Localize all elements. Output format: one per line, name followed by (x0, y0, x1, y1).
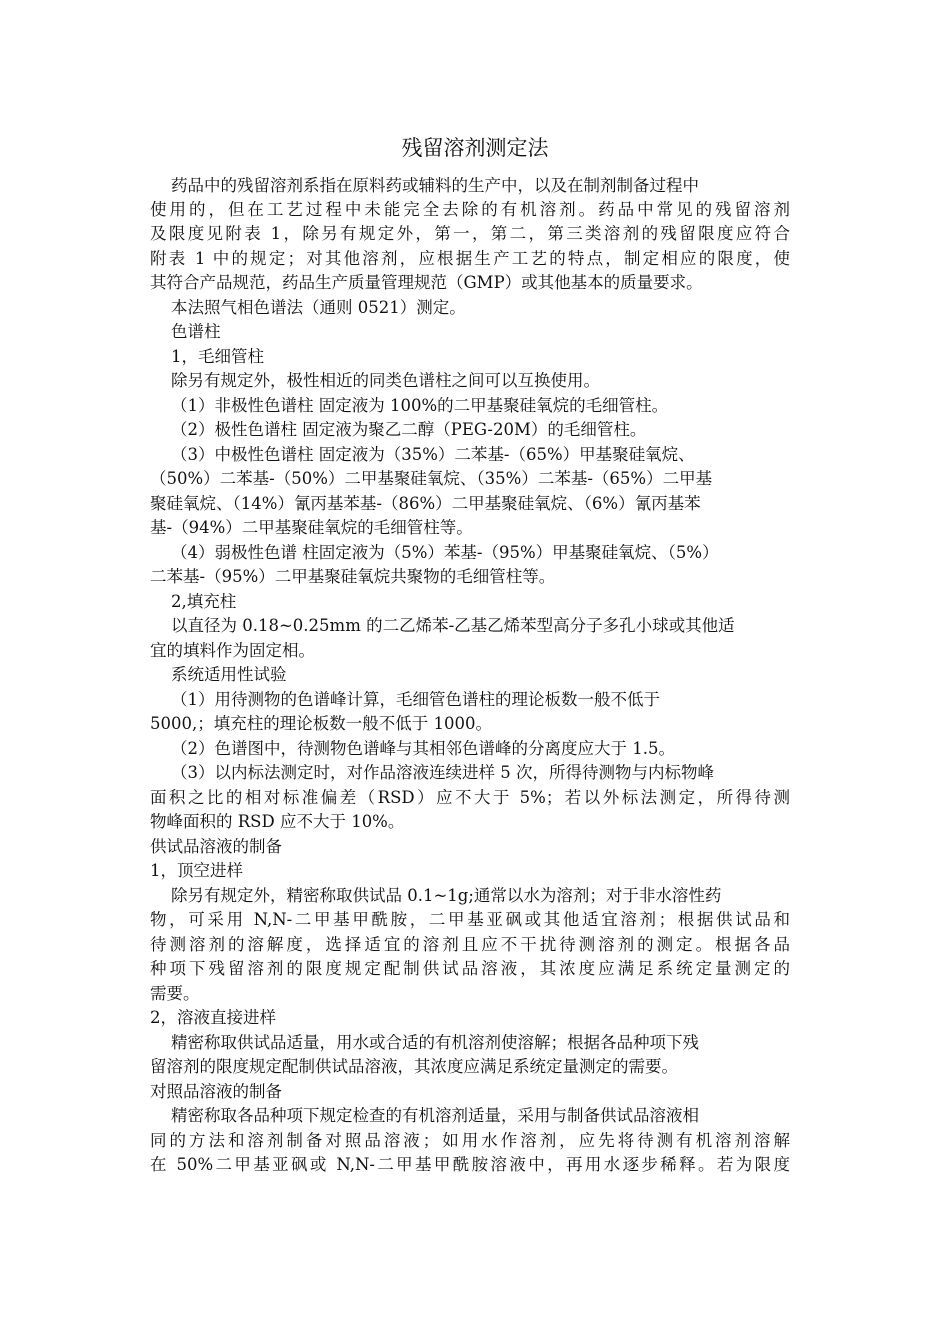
paragraph-line: 除另有规定外，精密称取供试品 0.1~1g;通常以水为溶剂；对于非水溶性药 (171, 886, 722, 905)
list-item-continuation: 二苯基-（95%）二甲基聚硅氧烷共聚物的毛细管柱等。 (150, 567, 556, 586)
section-heading: 对照品溶液的制备 (150, 1082, 282, 1101)
paragraph-line: 宜的填料作为固定相。 (150, 641, 315, 660)
section-heading: 色谱柱 (171, 322, 221, 341)
list-item-continuation: （50%）二苯基-（50%）二甲基聚硅氧烷、（35%）二苯基-（65%）二甲基 (150, 469, 713, 488)
paragraph-line: 需要。 (150, 984, 200, 1003)
paragraph-line: 药品中的残留溶剂系指在原料药或辅料的生产中，以及在制剂制备过程中 (171, 176, 699, 195)
section-heading: 系统适用性试验 (171, 665, 287, 684)
list-item-continuation: 基-（94%）二甲基聚硅氧烷的毛细管柱等。 (150, 518, 473, 537)
paragraph-line: 同的方法和溶剂制备对照品溶液；如用水作溶剂，应先将待测有机溶剂溶解 (150, 1131, 790, 1150)
list-item-continuation: 5000,；填充柱的理论板数一般不低于 1000。 (150, 714, 492, 733)
paragraph-line: 物，可采用 N,N-二甲基甲酰胺，二甲基亚砜或其他适宜溶剂；根据供试品和 (150, 910, 790, 929)
paragraph-line: 待测溶剂的溶解度，选择适宜的溶剂且应不干扰待测溶剂的测定。根据各品 (150, 935, 790, 954)
paragraph-line: 留溶剂的限度规定配制供试品溶液，其浓度应满足系统定量测定的需要。 (150, 1057, 678, 1076)
list-item: （3）以内标法测定时，对作品溶液连续进样 5 次，所得待测物与内标物峰 (171, 763, 714, 782)
list-item-continuation: 面积之比的相对标准偏差（RSD）应不大于 5%；若以外标法测定，所得待测 (150, 788, 790, 807)
list-item: （1）非极性色谱柱 固定液为 100%的二甲基聚硅氧烷的毛细管柱。 (171, 396, 669, 415)
subsection-heading: 1，毛细管柱 (171, 347, 264, 366)
paragraph-line: 在 50%二甲基亚砜或 N,N-二甲基甲酰胺溶液中，再用水逐步稀释。若为限度 (150, 1155, 790, 1174)
list-item: （3）中极性色谱柱 固定液为（35%）二苯基-（65%）甲基聚硅氧烷、 (171, 445, 695, 464)
list-item: （4）弱极性色谱 柱固定液为（5%）苯基-（95%）甲基聚硅氧烷、（5%） (171, 543, 719, 562)
subsection-heading: 1，顶空进样 (150, 861, 243, 880)
paragraph-line: 本法照气相色谱法（通则 0521）测定。 (171, 298, 466, 317)
subsection-heading: 2，溶液直接进样 (150, 1008, 276, 1027)
paragraph-line: 精密称取各品种项下规定检查的有机溶剂适量，采用与制备供试品溶液相 (171, 1106, 699, 1125)
section-heading: 供试品溶液的制备 (150, 837, 282, 856)
document-title: 残留溶剂测定法 (401, 136, 549, 160)
list-item: （2）色谱图中，待测物色谱峰与其相邻色谱峰的分离度应大于 1.5。 (171, 739, 675, 758)
subsection-heading: 2,填充柱 (171, 592, 237, 611)
paragraph-line: 以直径为 0.18~0.25mm 的二乙烯苯-乙基乙烯苯型高分子多孔小球或其他适 (171, 616, 735, 635)
list-item-continuation: 聚硅氧烷、（14%）氰丙基苯基-（86%）二甲基聚硅氧烷、（6%）氰丙基苯 (150, 494, 701, 513)
paragraph-line: 精密称取供试品适量，用水或合适的有机溶剂使溶解；根据各品种项下残 (171, 1033, 699, 1052)
paragraph-line: 其符合产品规范，药品生产质量管理规范（GMP）或其他基本的质量要求。 (150, 273, 703, 292)
paragraph-line: 使用的，但在工艺过程中未能完全去除的有机溶剂。药品中常见的残留溶剂 (150, 200, 790, 219)
list-item: （2）极性色谱柱 固定液为聚乙二醇（PEG-20M）的毛细管柱。 (171, 420, 647, 439)
paragraph-line: 种项下残留溶剂的限度规定配制供试品溶液，其浓度应满足系统定量测定的 (150, 959, 790, 978)
paragraph-line: 附表 1 中的规定；对其他溶剂，应根据生产工艺的特点，制定相应的限度，使 (150, 249, 790, 268)
list-item: （1）用待测物的色谱峰计算，毛细管色谱柱的理论板数一般不低于 (171, 690, 660, 709)
list-item-continuation: 物峰面积的 RSD 应不大于 10%。 (150, 812, 405, 831)
paragraph-line: 及限度见附表 1，除另有规定外，第一，第二，第三类溶剂的残留限度应符合 (150, 224, 790, 243)
paragraph-line: 除另有规定外，极性相近的同类色谱柱之间可以互换使用。 (171, 371, 600, 390)
